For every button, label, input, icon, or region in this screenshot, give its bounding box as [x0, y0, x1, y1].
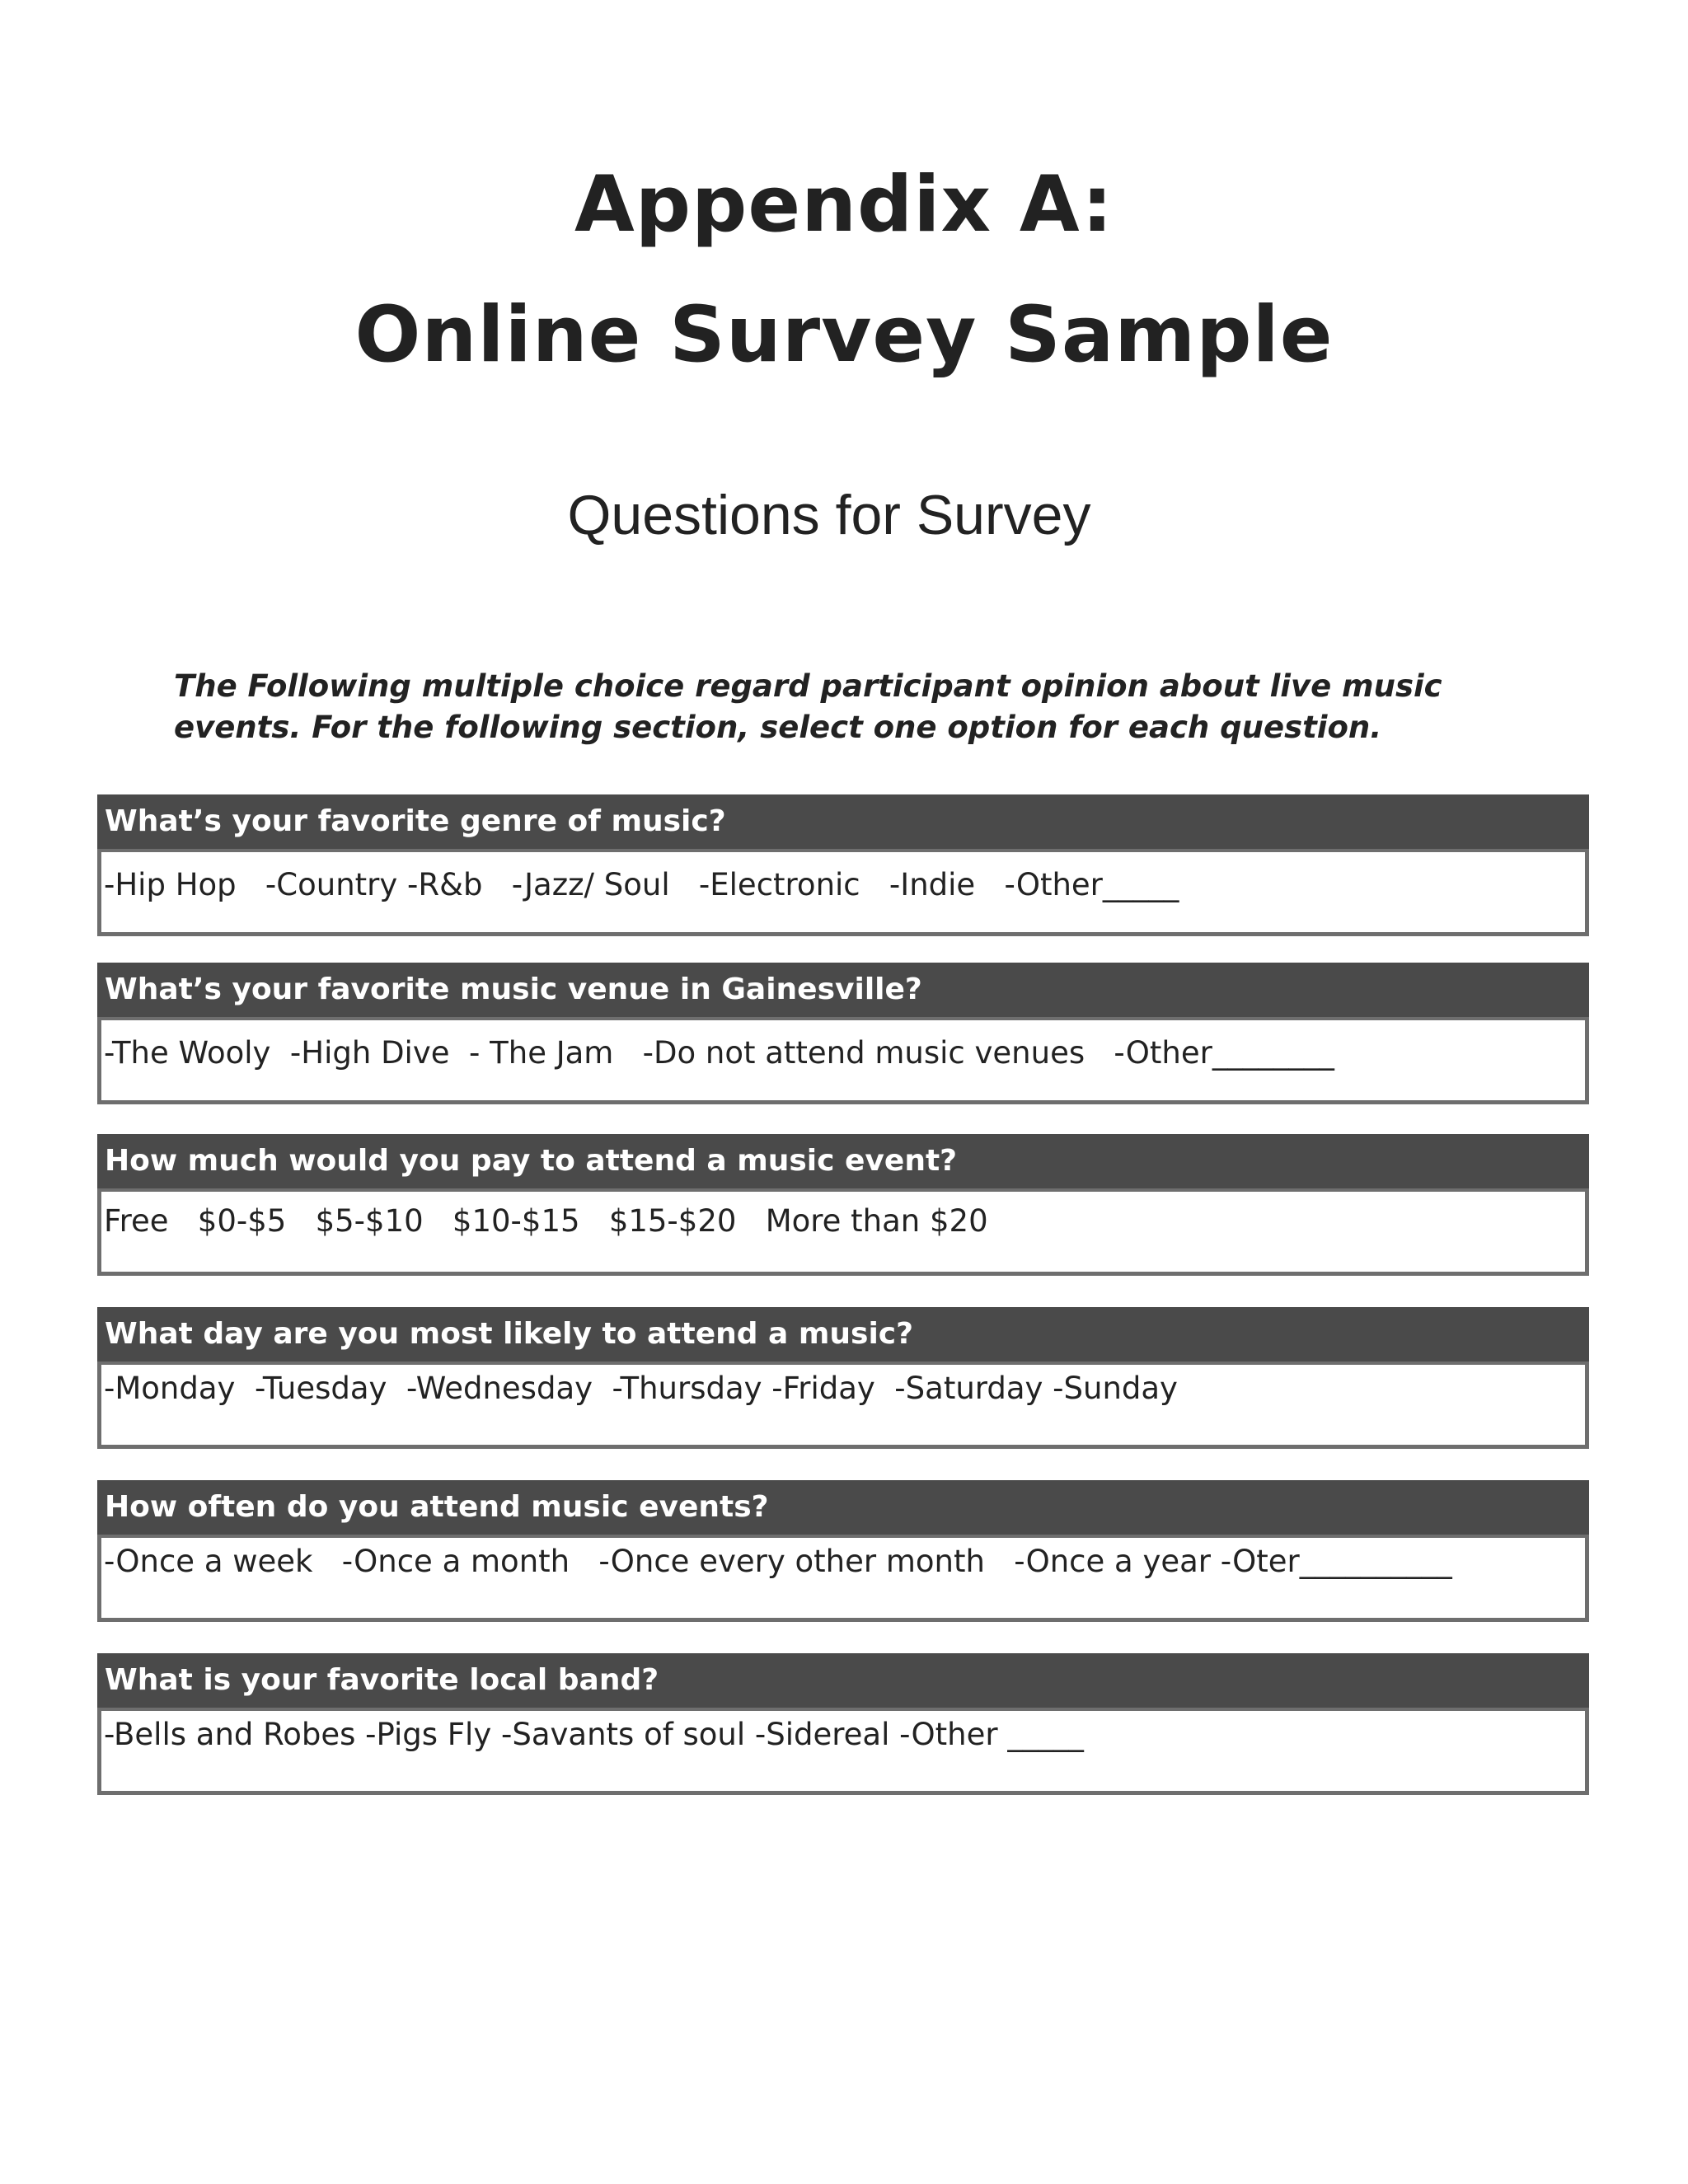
page-title-line-1: Appendix A: [574, 160, 1114, 250]
question-block-band [97, 1653, 1589, 1795]
question-block-frequency [97, 1480, 1589, 1622]
question-header: What is your favorite local band? [97, 1653, 1589, 1708]
question-block-price [97, 1134, 1589, 1276]
question-options: Free $0-$5 $5-$10 $10-$15 $15-$20 More than $20 [97, 1188, 1589, 1276]
question-options: -Monday -Tuesday -Wednesday -Thursday -Friday -Saturday -Sunday [97, 1361, 1589, 1449]
question-header: How often do you attend music events? [97, 1480, 1589, 1535]
question-header: What’s your favorite music venue in Gainesville? [97, 963, 1589, 1017]
question-header: How much would you pay to attend a music event? [97, 1134, 1589, 1188]
question-block-genre [97, 794, 1589, 936]
question-options: -Bells and Robes -Pigs Fly -Savants of soul -Sidereal -Other _____ [97, 1708, 1589, 1795]
question-options: -The Wooly -High Dive - The Jam -Do not attend music venues -Other________ [97, 1017, 1589, 1104]
question-block-venue [97, 963, 1589, 1104]
page-title-line-2: Online Survey Sample [354, 290, 1334, 380]
question-options: -Hip Hop -Country -R&b -Jazz/ Soul -Electronic -Indie -Other_____ [97, 849, 1589, 936]
question-header: What day are you most likely to attend a music? [97, 1307, 1589, 1361]
question-header: What’s your favorite genre of music? [97, 794, 1589, 849]
survey-instructions: The Following multiple choice regard participant opinion about live music events. For the following section, select one option for each question. [174, 668, 1442, 745]
section-subtitle: Questions for Survey [567, 484, 1091, 546]
question-block-day [97, 1307, 1589, 1449]
question-options: -Once a week -Once a month -Once every other month -Once a year -Oter__________ [97, 1535, 1589, 1622]
